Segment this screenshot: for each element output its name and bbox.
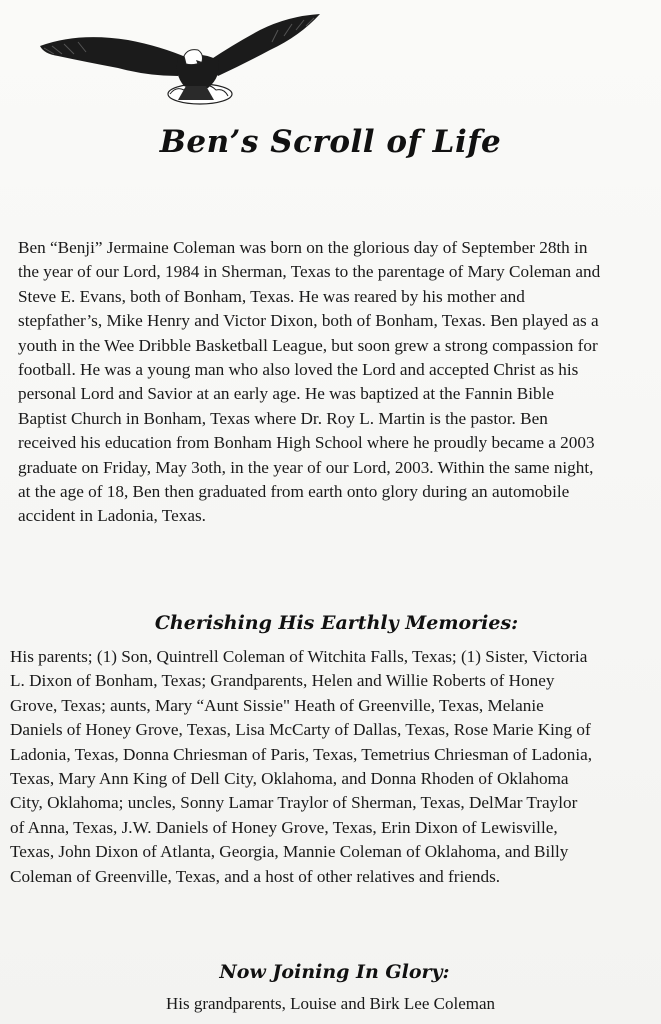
memories-line: Coleman of Greenville, Texas, and a host of other relatives and friends. (10, 866, 501, 886)
page-title: Ben’s Scroll of Life (159, 124, 502, 160)
biography-line: received his education from Bonham High School where he proudly became a 2003 (18, 433, 595, 453)
biography-line: Steve E. Evans, both of Bonham, Texas. He was reared by his mother and (18, 286, 525, 306)
biography-line: stepfather’s, Mike Henry and Victor Dixon, both of Bonham, Texas. Ben played as a (18, 311, 599, 331)
memories-paragraph (10, 645, 658, 889)
memories-line: L. Dixon of Bonham, Texas; Grandparents, Helen and Willie Roberts of Honey (10, 671, 555, 691)
memories-line: Texas, Mary Ann King of Dell City, Oklahoma, and Donna Rhoden of Oklahoma (10, 769, 569, 789)
biography-line: Ben “Benji” Jermaine Coleman was born on the glorious day of September 28th in (18, 238, 588, 257)
biography-line: the year of our Lord, 1984 in Sherman, Texas to the parentage of Mary Coleman and (18, 262, 601, 282)
memories-line: His parents; (1) Son, Quintrell Coleman of Witchita Falls, Texas; (1) Sister, Victoria (10, 647, 588, 666)
memories-heading: Cherishing His Earthly Memories: (154, 612, 519, 634)
biography-line: youth in the Wee Dribble Basketball League, but soon grew a strong compassion for (18, 335, 598, 355)
biography-line: Baptist Church in Bonham, Texas where Dr. Roy L. Martin is the pastor. Ben (18, 408, 548, 428)
memories-line: Texas, John Dixon of Atlanta, Georgia, Mannie Coleman of Oklahoma, and Billy (10, 842, 569, 862)
biography-line: football. He was a young man who also loved the Lord and accepted Christ as his (18, 360, 579, 380)
biography-line: accident in Ladonia, Texas. (18, 506, 206, 526)
biography-line: personal Lord and Savior at an early age. He was baptized at the Fannin Bible (18, 384, 554, 404)
biography-line: at the age of 18, Ben then graduated from earth onto glory during an automobile (18, 482, 570, 502)
biography-line: graduate on Friday, May 3oth, in the year of our Lord, 2003. Within the same night, (18, 457, 594, 477)
memories-line: Daniels of Honey Grove, Texas, Lisa McCarty of Dallas, Texas, Rose Marie King of (10, 720, 591, 740)
memories-line: Ladonia, Texas, Donna Chriesman of Paris, Texas, Temetrius Chriesman of Ladonia, (10, 744, 593, 764)
eagle-icon (38, 6, 322, 110)
memories-line: Grove, Texas; aunts, Mary “Aunt Sissie" Heath of Greenville, Texas, Melanie (10, 695, 544, 715)
memories-line: City, Oklahoma; uncles, Sonny Lamar Traylor of Sherman, Texas, DelMar Traylor (10, 793, 578, 813)
biography-paragraph (18, 236, 656, 529)
memories-line: of Anna, Texas, J.W. Daniels of Honey Grove, Texas, Erin Dixon of Lewisville, (10, 817, 558, 837)
glory-text: His grandparents, Louise and Birk Lee Coleman (165, 994, 496, 1013)
glory-heading: Now Joining In Glory: (219, 961, 450, 983)
